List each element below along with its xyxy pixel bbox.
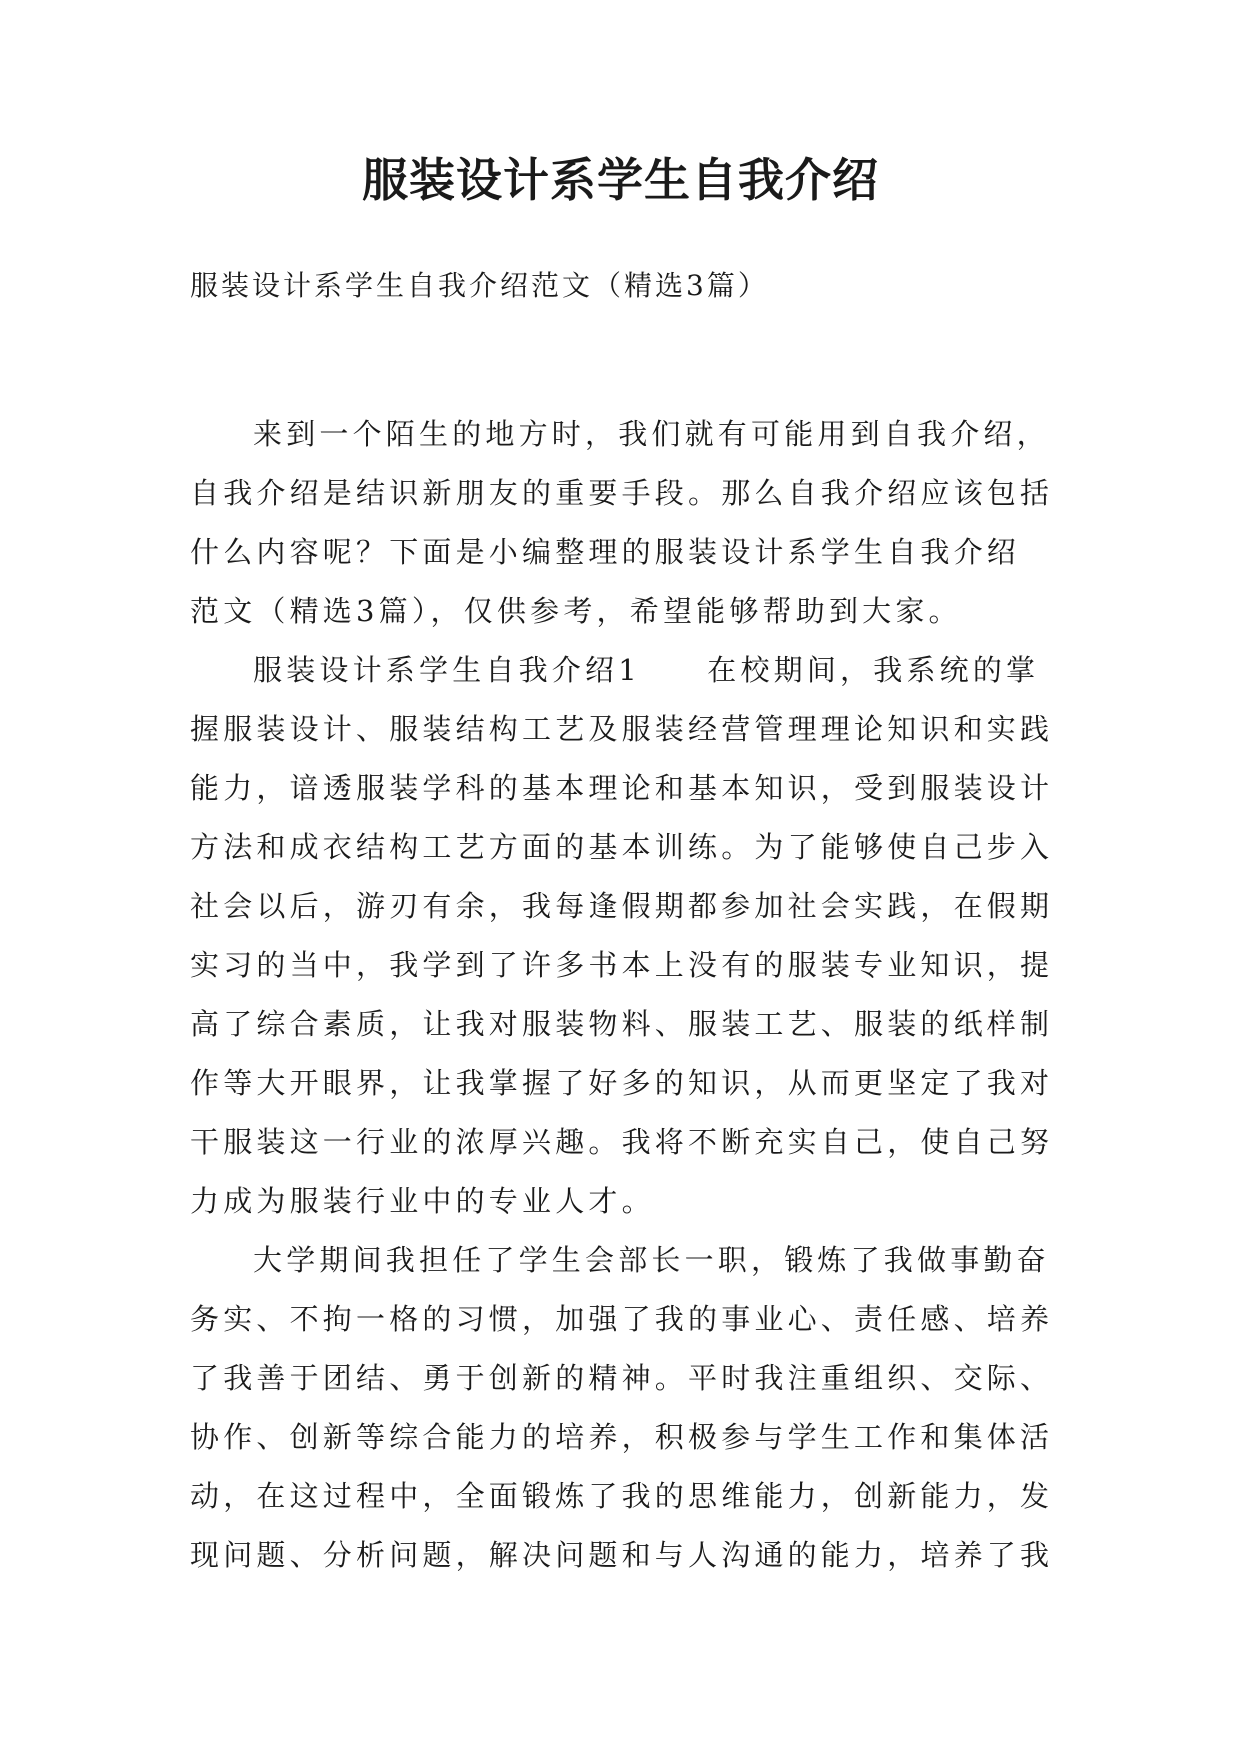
body-text-line: 服装设计系学生自我介绍1 在校期间，我系统的掌 — [253, 653, 1040, 687]
body-text-line: 社会以后，游刃有余，我每逢假期都参加社会实践，在假期 — [190, 889, 1054, 923]
body-text-line: 动，在这过程中，全面锻炼了我的思维能力，创新能力，发 — [190, 1479, 1054, 1513]
body-text-line: 能力，谙透服装学科的基本理论和基本知识，受到服装设计 — [190, 771, 1054, 805]
body-text-line: 握服装设计、服装结构工艺及服装经营管理理论知识和实践 — [190, 712, 1054, 746]
body-text-line: 大学期间我担任了学生会部长一职，锻炼了我做事勤奋 — [253, 1243, 1050, 1277]
body-text-line: 作等大开眼界，让我掌握了好多的知识，从而更坚定了我对 — [190, 1066, 1054, 1100]
document-body — [190, 405, 1055, 1585]
document-title: 服装设计系学生自我介绍 — [362, 153, 879, 207]
body-text-line: 方法和成衣结构工艺方面的基本训练。为了能够使自己步入 — [190, 830, 1054, 864]
body-text-line: 来到一个陌生的地方时，我们就有可能用到自我介绍， — [253, 417, 1050, 451]
body-text-line: 高了综合素质，让我对服装物料、服装工艺、服装的纸样制 — [190, 1007, 1054, 1041]
body-text-line: 了我善于团结、勇于创新的精神。平时我注重组织、交际、 — [190, 1361, 1054, 1395]
body-text-line: 务实、不拘一格的习惯，加强了我的事业心、责任感、培养 — [190, 1302, 1054, 1336]
document-subtitle: 服装设计系学生自我介绍范文（精选3篇） — [190, 269, 769, 302]
body-text-line: 什么内容呢？下面是小编整理的服装设计系学生自我介绍 — [190, 535, 1021, 569]
body-text-line: 现问题、分析问题，解决问题和与人沟通的能力，培养了我 — [190, 1538, 1054, 1572]
body-text-line: 自我介绍是结识新朋友的重要手段。那么自我介绍应该包括 — [190, 476, 1054, 510]
body-text-line: 协作、创新等综合能力的培养，积极参与学生工作和集体活 — [190, 1420, 1054, 1454]
body-text-line: 力成为服装行业中的专业人才。 — [190, 1184, 655, 1218]
body-text-line: 范文（精选3篇），仅供参考，希望能够帮助到大家。 — [190, 594, 962, 628]
body-text-line: 实习的当中，我学到了许多书本上没有的服装专业知识，提 — [190, 948, 1054, 982]
body-text-line: 干服装这一行业的浓厚兴趣。我将不断充实自己，使自己努 — [190, 1125, 1054, 1159]
